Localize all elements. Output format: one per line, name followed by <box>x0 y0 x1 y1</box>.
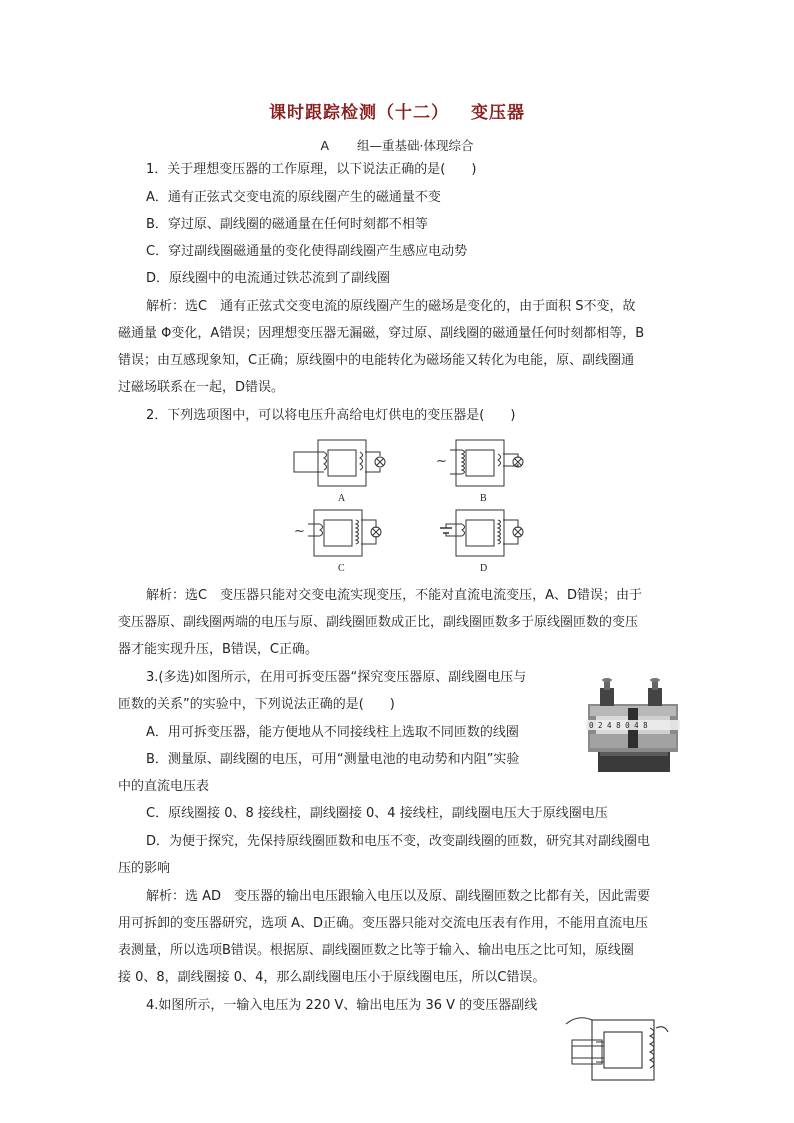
q3-analysis-line: 接 0、8，副线圈接 0、4，那么副线圈电压小于原线圈电压，所以C错误。 <box>118 970 546 985</box>
q3-analysis-line: 解析：选 AD 变压器的输出电压跟输入电压以及原、副线圈匝数之比都有关，因此需要 <box>146 889 651 904</box>
page-title <box>0 98 794 123</box>
q3-option-b: B．测量原、副线圈的电压，可用“测量电池的电动势和内阻”实验 <box>146 752 520 767</box>
q1-analysis-line: 过磁场联系在一起，D错误。 <box>118 380 285 395</box>
figure-label-c: C <box>338 563 345 574</box>
q3-option-a: A．用可拆变压器，能方便地从不同接线柱上选取不同匝数的线圈 <box>146 725 519 740</box>
transformer-coil-figure <box>552 1012 674 1104</box>
q3-analysis-line: 用可拆卸的变压器研究，选项 A、D正确。变压器只能对交流电压表有作用，不能用直流电压 <box>118 916 649 931</box>
q1-option-d: D．原线圈中的电流通过铁芯流到了副线圈 <box>146 271 391 286</box>
q4-stem: 4.如图所示，一输入电压为 220 V、输出电压为 36 V 的变压器副线 <box>146 998 538 1013</box>
q3-option-b-cont: 中的直流电压表 <box>118 779 210 794</box>
q2-analysis-line: 器才能实现升压，B错误，C正确。 <box>118 642 318 657</box>
transformer-diagram-a <box>290 438 400 496</box>
q1-analysis-line: 解析：选C 通有正弦式交变电流的原线圈产生的磁场是变化的，由于面积 S不变，故 <box>146 299 636 314</box>
q1-stem: 1．关于理想变压器的工作原理，以下说法正确的是( ) <box>146 162 477 177</box>
section-letter: A <box>320 138 330 153</box>
section-name: 组—重基础·体现综合 <box>357 138 474 153</box>
svg-text:~: ~ <box>294 524 305 539</box>
q1-analysis-line: 错误；由互感现象知，C正确；原线圈中的电能转化为磁场能又转化为电能，原、副线圈通 <box>118 353 635 368</box>
figure-label-a: A <box>338 493 346 504</box>
q3-option-c: C．原线圈接 0、8 接线柱，副线圈接 0、4 接线柱，副线圈电压大于原线圈电压 <box>146 806 608 821</box>
transformer-diagram-d <box>432 508 542 566</box>
q3-stem-line: 匝数的关系”的实验中，下列说法正确的是( ) <box>118 697 395 712</box>
figure-label-b: B <box>480 493 487 504</box>
q1-option-b: B．穿过原、副线圈的磁通量在任何时刻都不相等 <box>146 217 428 232</box>
transformer-diagram-b <box>432 438 542 496</box>
q2-stem: 2．下列选项图中，可以将电压升高给电灯供电的变压器是( ) <box>146 408 516 423</box>
q2-analysis-line: 解析：选C 变压器只能对交变电流实现变压，不能对直流电流变压，A、D错误；由于 <box>146 588 642 603</box>
q3-analysis-line: 表测量，所以选项B错误。根据原、副线圈匝数之比等于输入、输出电压之比可知，原线圈 <box>118 943 634 958</box>
q1-option-a: A．通有正弦式交变电流的原线圈产生的磁通量不变 <box>146 190 441 205</box>
figure-label-d: D <box>480 563 488 574</box>
q1-analysis-line: 磁通量 Φ变化，A错误；因理想变压器无漏磁，穿过原、副线圈的磁通量任何时刻都相等，B <box>118 326 645 341</box>
q2-analysis-line: 变压器原、副线圈两端的电压与原、副线圈匝数成正比，副线圈匝数多于原线圈匝数的变压 <box>118 615 639 630</box>
transformer-diagram-c <box>290 508 400 566</box>
svg-text:~: ~ <box>436 454 447 469</box>
title-sub: 变压器 <box>471 103 525 123</box>
q3-option-d-cont: 压的影响 <box>118 861 171 876</box>
section-heading <box>0 136 794 154</box>
q1-option-c: C．穿过副线圈磁通量的变化使得副线圈产生感应电动势 <box>146 244 468 259</box>
detachable-transformer-photo <box>586 676 680 776</box>
title-main: 课时跟踪检测（十二） <box>269 103 449 123</box>
q3-stem-line: 3.(多选)如图所示，在用可拆变压器“探究变压器原、副线圈电压与 <box>146 670 527 685</box>
photo-scale-label: 0 2 4 8 0 4 8 <box>589 721 648 730</box>
q3-option-d: D．为便于探究，先保持原线圈匝数和电压不变，改变副线圈的匝数，研究其对副线圈电 <box>146 834 651 849</box>
